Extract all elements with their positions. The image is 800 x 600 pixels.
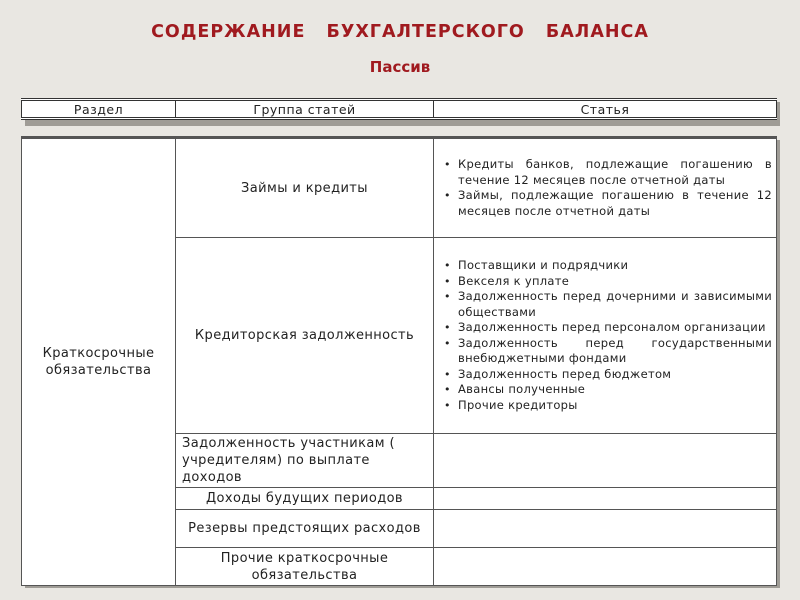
articles-cell-empty bbox=[434, 488, 777, 510]
header-section: Раздел bbox=[22, 100, 176, 119]
list-item: • Задолженность перед бюджетом bbox=[458, 367, 772, 383]
group-cell-other: Прочие краткосрочные обязательства bbox=[176, 548, 434, 586]
group-cell-future-income: Доходы будущих периодов bbox=[176, 488, 434, 510]
articles-cell-empty bbox=[434, 548, 777, 586]
list-item: • Векселя к уплате bbox=[458, 274, 772, 290]
page-subtitle: Пассив bbox=[369, 58, 431, 76]
group-cell-participants: Задолженность участникам ( учредителям) по выплате доходов bbox=[176, 434, 434, 488]
table-header bbox=[21, 98, 777, 120]
list-item: • Прочие кредиторы bbox=[458, 398, 772, 414]
page-title: СОДЕРЖАНИЕ БУХГАЛТЕРСКОГО БАЛАНСА bbox=[151, 22, 649, 42]
list-item: • Задолженность перед дочерними и зависимыми обществами bbox=[458, 289, 772, 320]
articles-cell-loans bbox=[434, 138, 777, 238]
header-group: Группа статей bbox=[176, 100, 434, 119]
article-list bbox=[434, 155, 776, 221]
list-item: • Задолженность перед персоналом организации bbox=[458, 320, 772, 336]
list-item: • Задолженность перед государственными внебюджетными фондами bbox=[458, 336, 772, 367]
group-cell-reserves: Резервы предстоящих расходов bbox=[176, 510, 434, 548]
header-article: Статья bbox=[434, 100, 777, 119]
balance-table bbox=[21, 136, 777, 586]
articles-cell-empty bbox=[434, 510, 777, 548]
list-item: • Поставщики и подрядчики bbox=[458, 258, 772, 274]
articles-cell-payables bbox=[434, 238, 777, 434]
articles-cell-empty bbox=[434, 434, 777, 488]
group-cell-loans: Займы и кредиты bbox=[176, 138, 434, 238]
list-item: • Авансы полученные bbox=[458, 382, 772, 398]
article-list bbox=[434, 256, 776, 415]
list-item: • Займы, подлежащие погашению в течение 12 месяцев после отчетной даты bbox=[458, 188, 772, 219]
section-cell: Краткосрочные обязательства bbox=[22, 138, 176, 586]
list-item: • Кредиты банков, подлежащие погашению в течение 12 месяцев после отчетной даты bbox=[458, 157, 772, 188]
group-cell-payables: Кредиторская задолженность bbox=[176, 238, 434, 434]
table-row bbox=[22, 138, 777, 238]
